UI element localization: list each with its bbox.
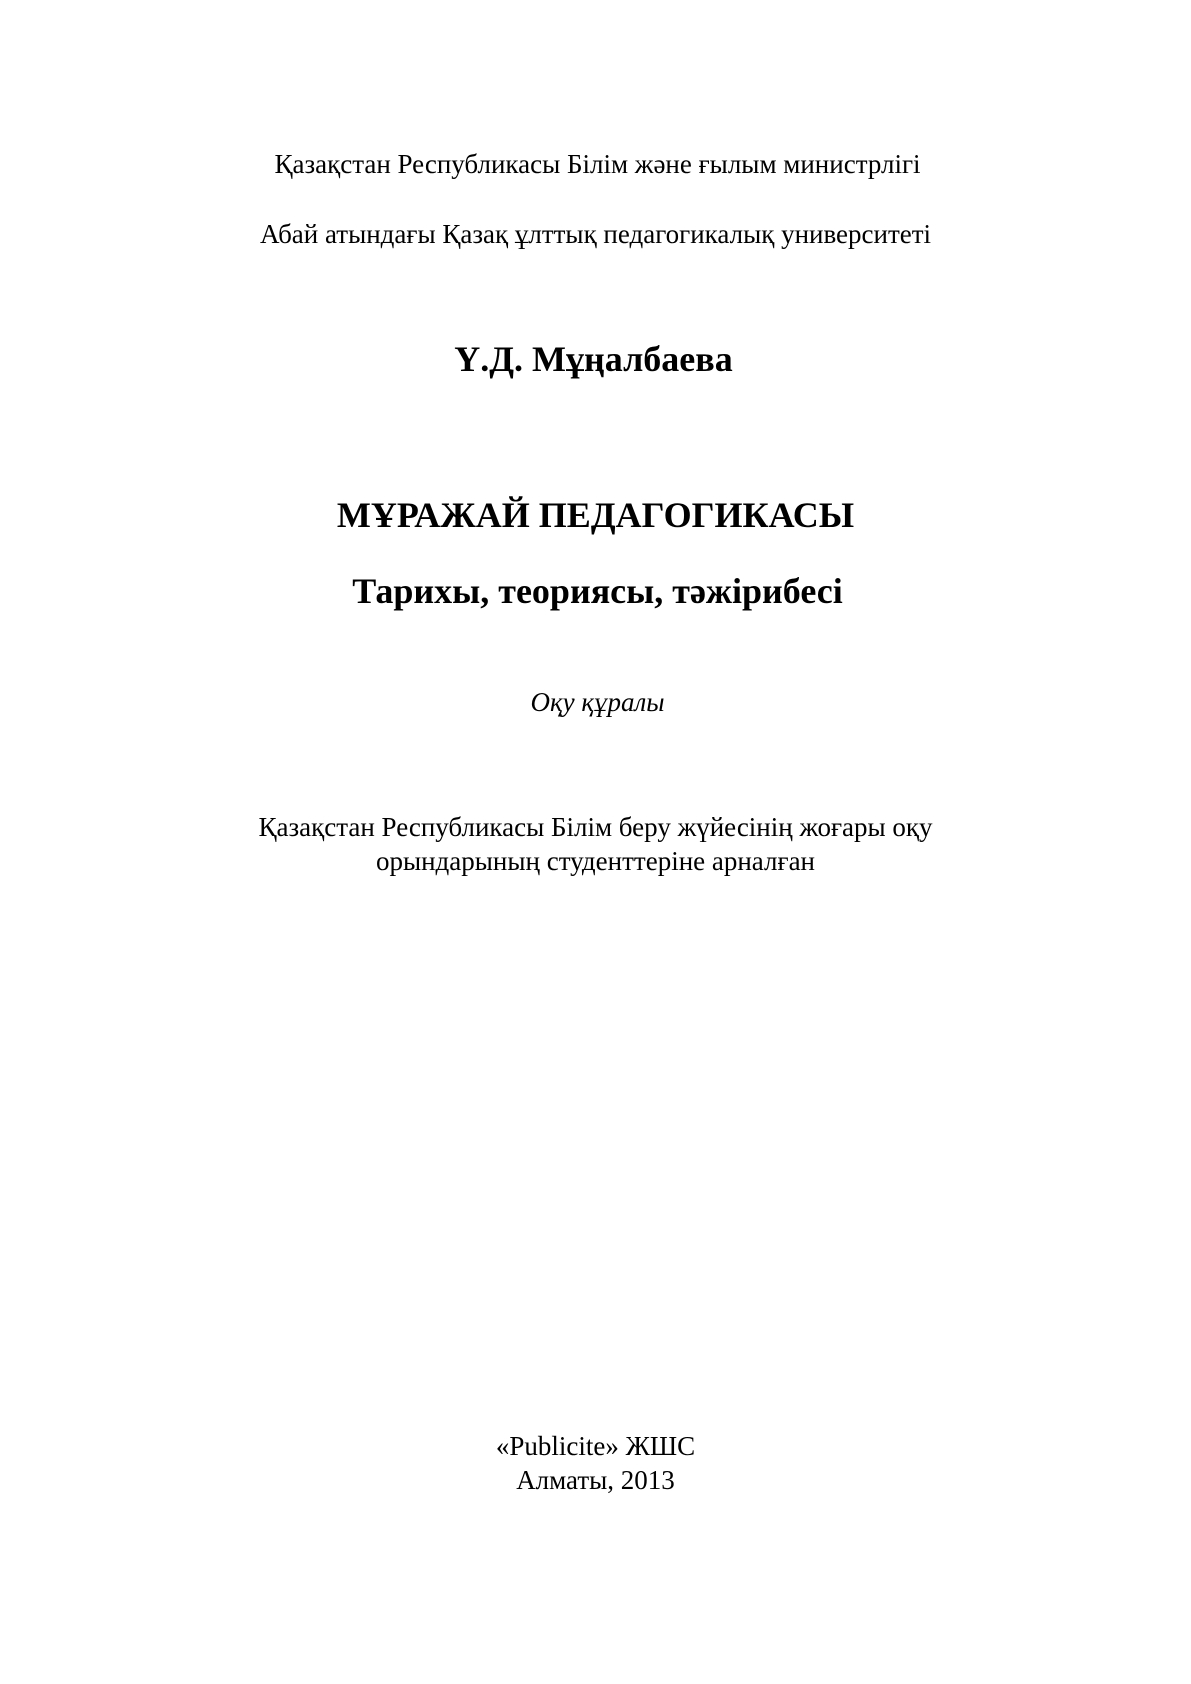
publisher-name: «Publicite» ЖШС <box>495 1431 696 1461</box>
audience-line-2: орындарының студенттеріне арналған <box>375 846 816 876</box>
university-name: Абай атындағы Қазақ ұлттық педагогикалық университеті <box>259 219 932 249</box>
city-and-year: Алматы, 2013 <box>516 1465 675 1495</box>
audience-line-1: Қазақстан Республикасы Білім беру жүйесінің жоғары оқу <box>258 812 933 842</box>
book-genre: Оқу құралы <box>530 687 665 717</box>
book-subtitle: Тарихы, теориясы, тәжірибесі <box>352 571 843 611</box>
book-title: МҰРАЖАЙ ПЕДАГОГИКАСЫ <box>336 495 855 535</box>
author-name: Ү.Д. Мұңалбаева <box>454 339 733 379</box>
ministry-name: Қазақстан Республикасы Білім және ғылым министрлігі <box>274 149 921 179</box>
